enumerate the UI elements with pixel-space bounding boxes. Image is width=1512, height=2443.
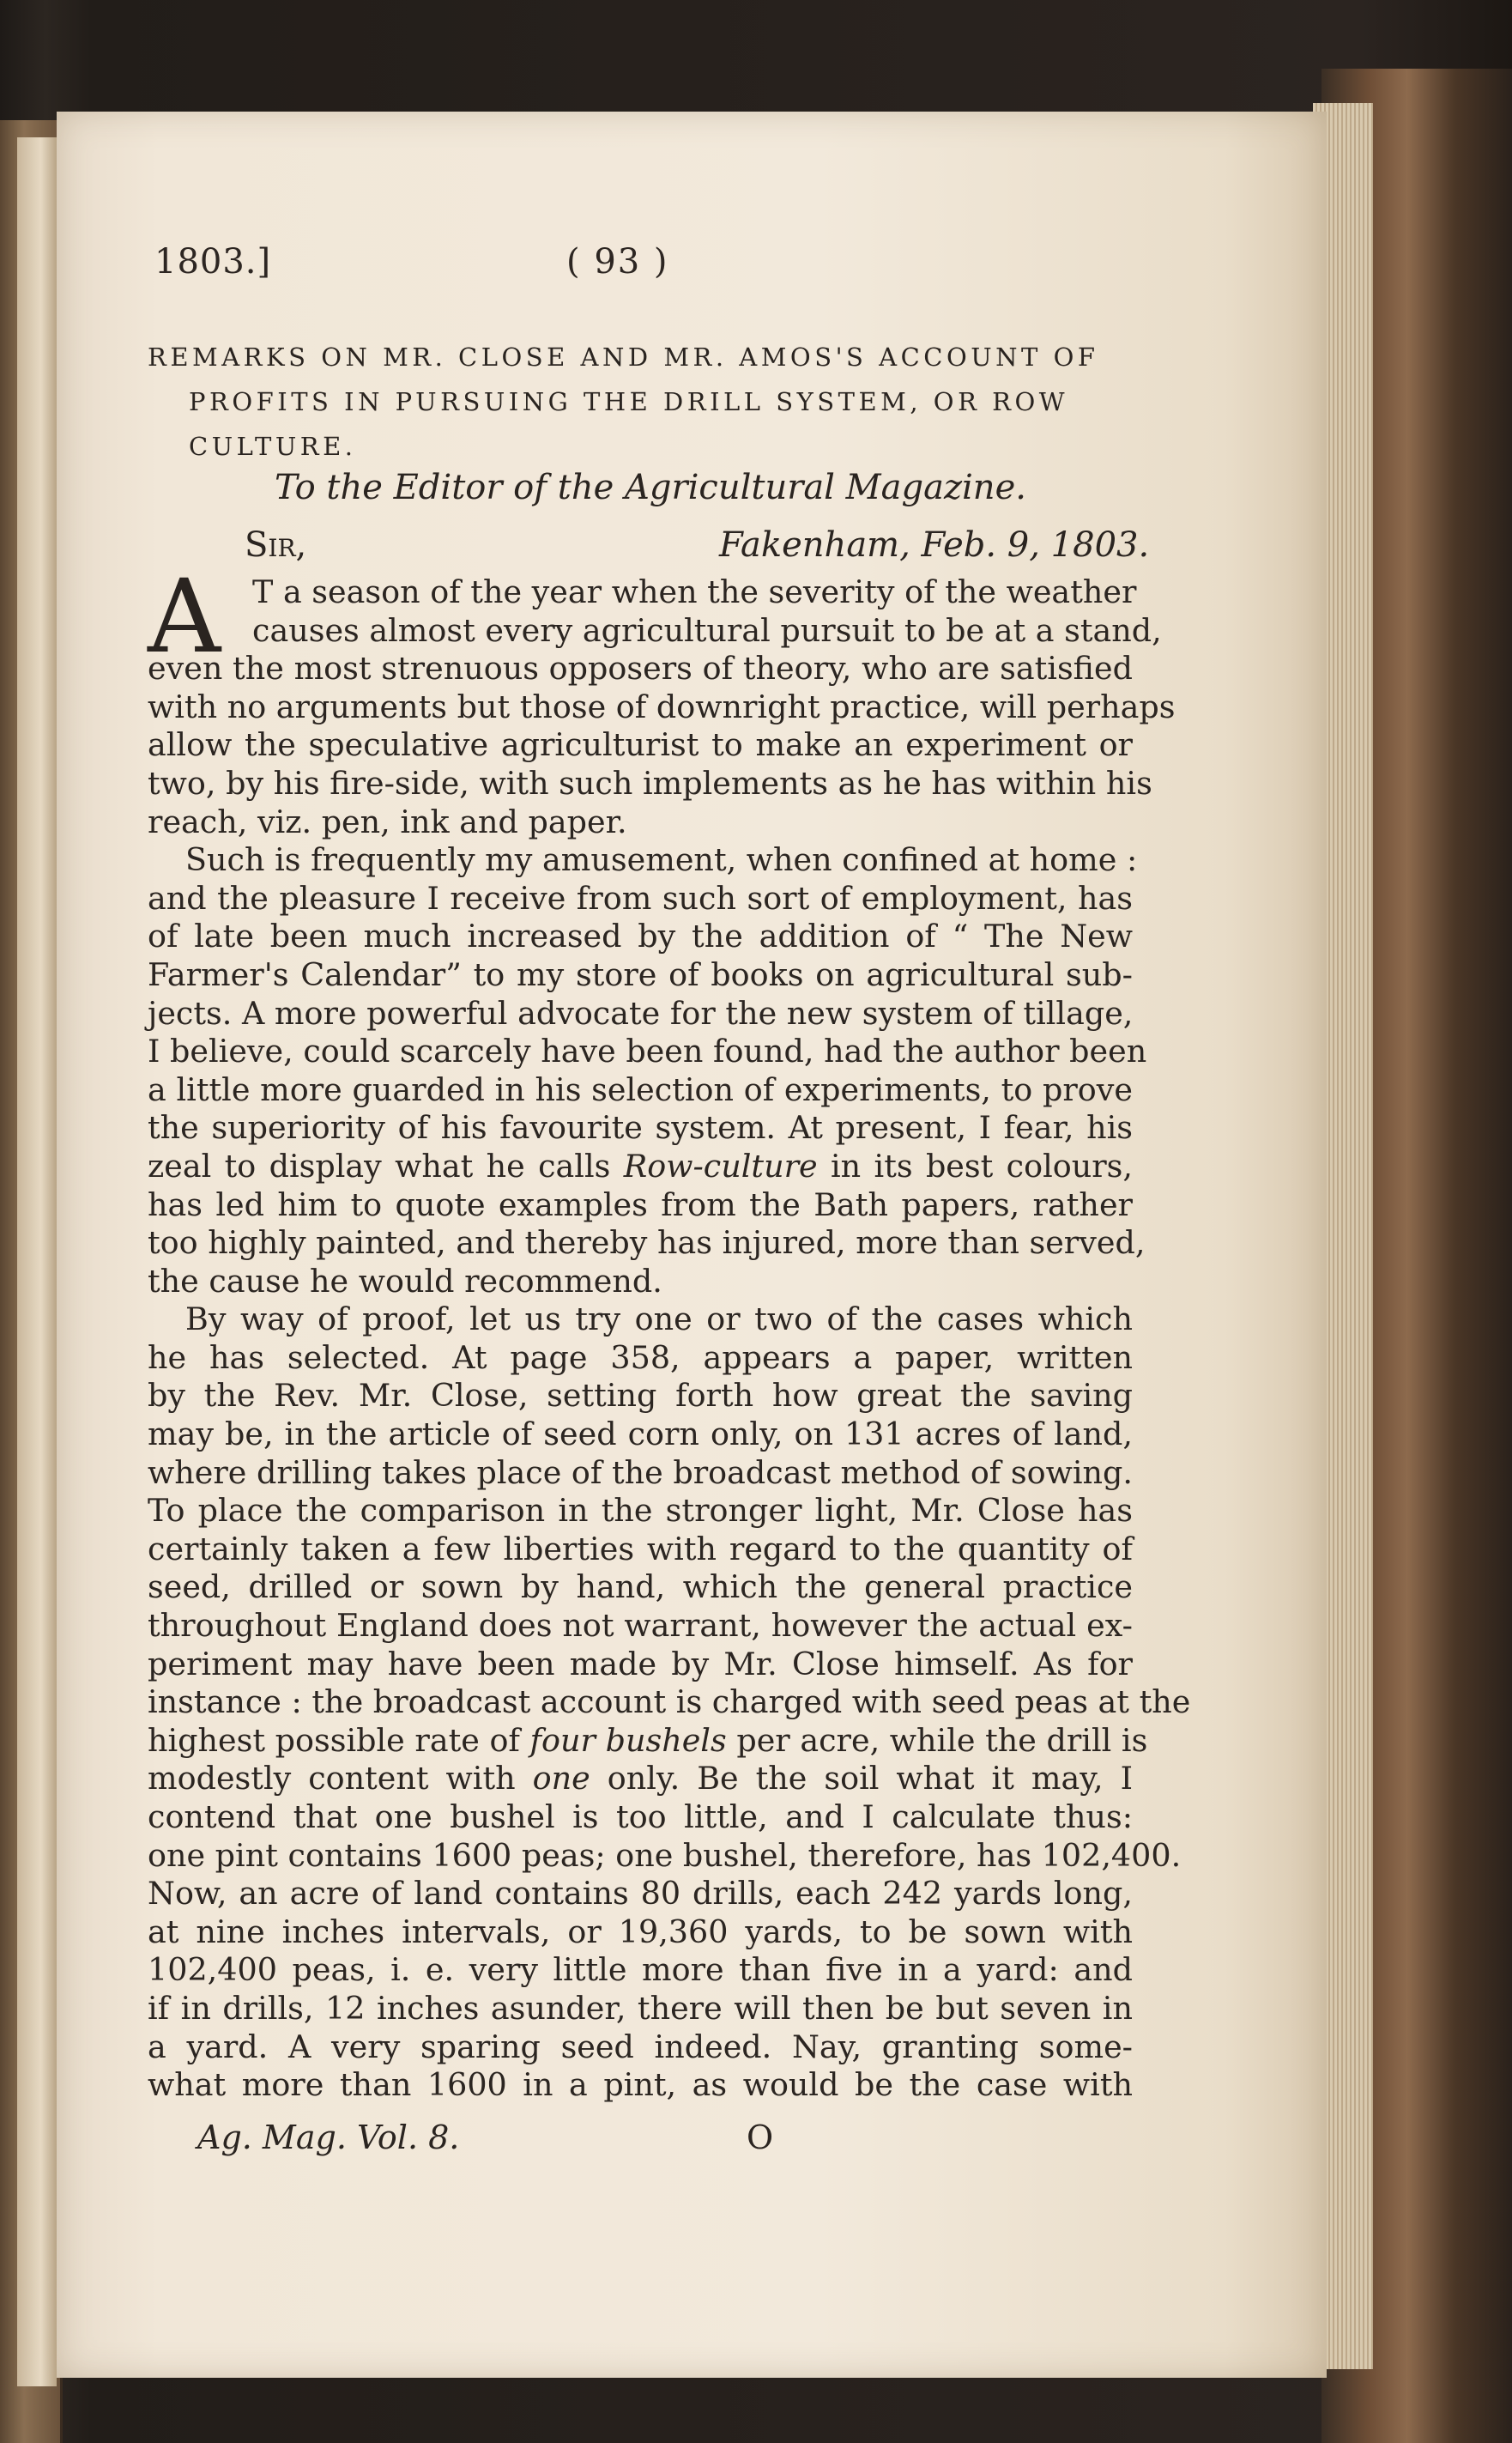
drop-cap: A — [148, 557, 221, 676]
body-line: with no arguments but those of downright practice, will perhaps — [148, 688, 1176, 725]
body-line: the superiority of his favourite system. At present, I fear, his — [148, 1109, 1133, 1147]
heading-line: PROFITS IN PURSUING THE DRILL SYSTEM, OR ROW — [189, 387, 1069, 416]
body-line: at nine inches intervals, or 19,360 yards, to be sown with — [148, 1913, 1133, 1950]
body-line — [148, 1148, 1133, 1186]
body-line: 102,400 peas, i. e. very little more than five in a yard: and — [148, 1951, 1133, 1989]
body-line: by the Rev. Mr. Close, setting forth how great the saving — [148, 1377, 1133, 1415]
body-line: a yard. A very sparing seed indeed. Nay, granting some- — [148, 2028, 1133, 2065]
body-line: the cause he would recommend. — [148, 1262, 662, 1300]
page-number: ( 93 ) — [566, 242, 669, 282]
editor-address: To the Editor of the Agricultural Magazine. — [275, 468, 1026, 507]
body-line: To place the comparison in the stronger light, Mr. Close has — [148, 1492, 1133, 1530]
body-text-run: only. Be the soil what it may, I — [607, 1760, 1133, 1797]
sheet-letter: O — [747, 2119, 774, 2156]
body-line: I believe, could scarcely have been found, had the author been — [148, 1033, 1147, 1070]
body-line: reach, viz. pen, ink and paper. — [148, 803, 627, 840]
body-text-run: modestly content with — [148, 1760, 516, 1797]
body-line: Farmer's Calendar” to my store of books on agricultural sub- — [148, 955, 1133, 993]
body-line: jects. A more powerful advocate for the new system of tillage, — [148, 994, 1134, 1032]
heading-line: CULTURE. — [189, 432, 357, 461]
body-text-run: per acre, while the drill is — [736, 1721, 1148, 1759]
signature-mark: Ag. Mag. Vol. 8. — [197, 2119, 460, 2156]
body-line — [148, 1721, 1148, 1761]
body-line: where drilling takes place of the broadcast method of sowing. — [148, 1453, 1134, 1491]
left-page-sliver — [17, 137, 57, 2386]
body-line: certainly taken a few liberties with regard to the quantity of — [148, 1530, 1133, 1567]
body-line: too highly painted, and thereby has injured, more than served, — [148, 1224, 1146, 1262]
body-line: Now, an acre of land contains 80 drills, each 242 yards long, — [148, 1875, 1133, 1913]
body-line: a little more guarded in his selection of experiments, to prove — [148, 1070, 1133, 1108]
body-line: seed, drilled or sown by hand, which the general practice — [148, 1568, 1133, 1606]
body-line: of late been much increased by the addition of “ The New — [148, 918, 1133, 955]
running-head — [154, 242, 1141, 294]
body-line: two, by his fire-side, with such implements as he has within his — [148, 764, 1152, 802]
body-line: periment may have been made by Mr. Close himself. As for — [148, 1645, 1133, 1682]
body-line: may be, in the article of seed corn only, on 131 acres of land, — [148, 1415, 1133, 1453]
italic-term: Row-culture — [623, 1147, 818, 1185]
body-line: and the pleasure I receive from such sort of employment, has — [148, 879, 1133, 917]
body-line: even the most strenuous opposers of theory, who are satisfied — [148, 650, 1133, 688]
running-head-year: 1803.] — [154, 242, 272, 282]
heading-line: REMARKS ON MR. CLOSE AND MR. AMOS'S ACCOUNT OF — [148, 343, 1099, 372]
body-line: causes almost every agricultural pursuit to be at a stand, — [252, 611, 1162, 649]
body-line: he has selected. At page 358, appears a paper, written — [148, 1338, 1133, 1376]
body-line: By way of proof, let us try one or two of the cases which — [185, 1300, 1133, 1338]
italic-term: four bushels — [529, 1721, 727, 1759]
article-body — [148, 557, 1191, 2105]
body-line: throughout England does not warrant, however the actual ex- — [148, 1607, 1133, 1645]
body-line: Such is frequently my amusement, when confined at home : — [185, 841, 1138, 879]
body-text-run: zeal to display what he calls — [148, 1147, 611, 1185]
body-line: what more than 1600 in a pint, as would be the case with — [148, 2066, 1133, 2104]
body-text-run: highest possible rate of — [148, 1721, 520, 1759]
body-line: instance : the broadcast account is charged with seed peas at the — [148, 1683, 1191, 1721]
body-line: T a season of the year when the severity of the weather — [252, 573, 1137, 610]
salutation: Sir, — [245, 525, 307, 565]
body-text-run: in its best colours, — [831, 1147, 1134, 1185]
body-line: allow the speculative agriculturist to make an experiment or — [148, 726, 1133, 764]
page-footer — [197, 2119, 1055, 2170]
dateline: Fakenham, Feb. 9, 1803. — [719, 525, 1150, 565]
italic-term: one — [532, 1760, 590, 1797]
body-line: has led him to quote examples from the Bath papers, rather — [148, 1185, 1133, 1223]
body-line: one pint contains 1600 peas; one bushel, therefore, has 102,400. — [148, 1836, 1182, 1874]
article-heading — [148, 335, 1143, 469]
body-line: if in drills, 12 inches asunder, there will then be but seven in — [148, 1989, 1133, 2027]
body-line: contend that one bushel is too little, and I calculate thus: — [148, 1798, 1133, 1835]
body-line — [148, 1760, 1133, 1798]
